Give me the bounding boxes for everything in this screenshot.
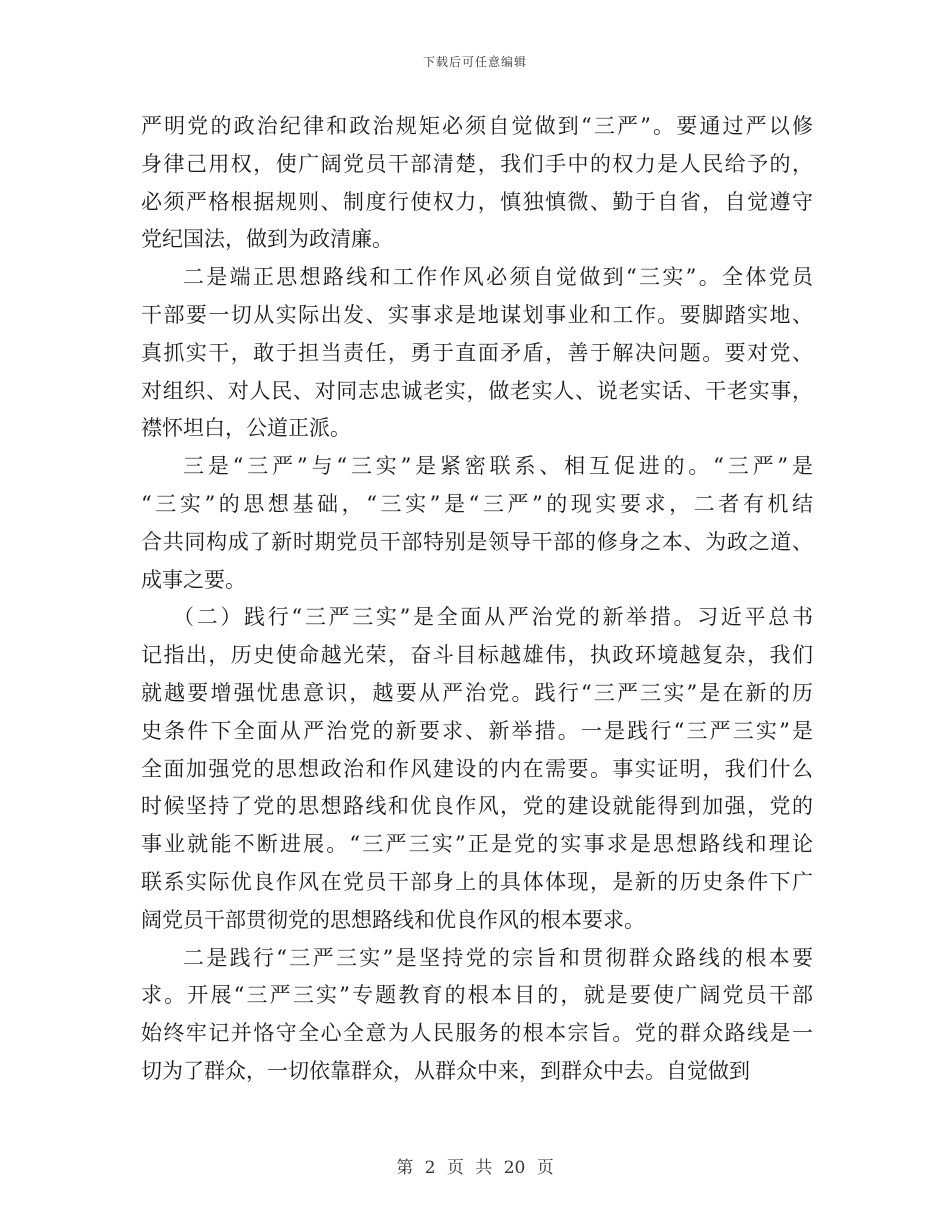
text-line: 二是践行“三严三实”是坚持党的宗旨和贯彻群众路线的根本要 [183,945,813,970]
text-line: 切为了群众，一切依靠群众，从群众中来，到群众中去。自觉做到 [141,1058,750,1083]
page-number: 第 2 页 共 20 页 [396,1158,554,1178]
text-line: 阔党员干部贯彻党的思想路线和优良作风的根本要求。 [141,907,645,932]
text-line: 对组织、对人民、对同志忠诚老实，做老实人、说老实话、干老实事， [141,378,813,403]
text-line: 严明党的政治纪律和政治规矩必须自觉做到“三严”。要通过严以修 [141,114,813,138]
text-line: 全面加强党的思想政治和作风建设的内在需要。事实证明，我们什么 [141,756,813,781]
page-header: 下载后可任意编辑 [422,55,527,69]
text-line: 必须严格根据规则、制度行使权力，慎独慎微、勤于自省，自觉遵守 [141,189,813,214]
text-line: 二是端正思想路线和工作作风必须自觉做到“三实”。全体党员 [183,265,813,290]
text-line: （二）践行“三严三实”是全面从严治党的新举措。习近平总书 [173,605,813,630]
text-line: 联系实际优良作风在党员干部身上的具体体现，是新的历史条件下广 [141,869,813,894]
text-line: “三实”的思想基础，“三实”是“三严”的现实要求，二者有机结 [141,491,813,516]
text-line: 襟怀坦白，公道正派。 [141,416,351,441]
text-line: 始终牢记并恪守全心全意为人民服务的根本宗旨。党的群众路线是一 [141,1021,813,1046]
document-body [141,108,813,1091]
text-line: 身律己用权，使广阔党员干部清楚，我们手中的权力是人民给予的， [141,151,813,176]
text-line: 记指出，历史使命越光荣，奋斗目标越雄伟，执政环境越复杂，我们 [141,643,813,668]
text-line: 史条件下全面从严治党的新要求、新举措。一是践行“三严三实”是 [141,718,813,743]
text-line: 求。开展“三严三实”专题教育的根本目的，就是要使广阔党员干部 [141,983,813,1008]
text-line: 就越要增强忧患意识，越要从严治党。践行“三严三实”是在新的历 [141,680,813,705]
text-line: 党纪国法，做到为政清廉。 [141,227,393,252]
text-line: 三是“三严”与“三实”是紧密联系、相互促进的。“三严”是 [183,454,813,479]
text-line: 时候坚持了党的思想路线和优良作风，党的建设就能得到加强，党的 [141,794,813,819]
text-line: 成事之要。 [141,567,246,592]
text-line: 干部要一切从实际出发、实事求是地谋划事业和工作。要脚踏实地、 [141,302,813,327]
text-line: 事业就能不断进展。“三严三实”正是党的实事求是思想路线和理论 [141,832,813,857]
text-line: 合共同构成了新时期党员干部特别是领导干部的修身之本、为政之道、 [141,529,813,554]
text-line: 真抓实干，敢于担当责任，勇于直面矛盾，善于解决问题。要对党、 [141,340,813,365]
